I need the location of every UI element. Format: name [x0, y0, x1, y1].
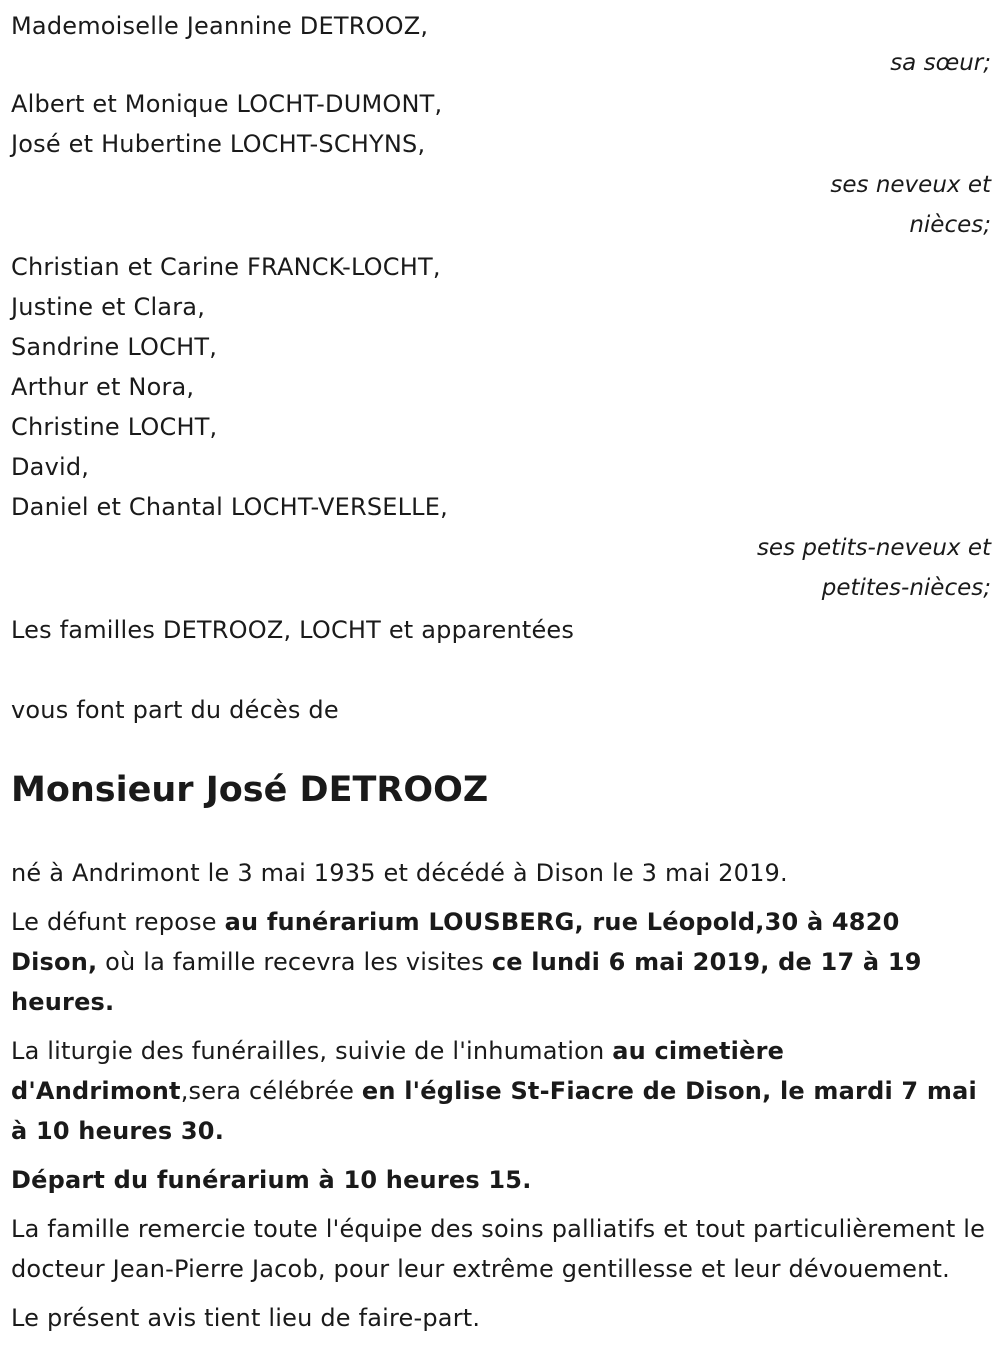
grand-nephews-role-line2: petites-nièces; — [821, 575, 991, 601]
rest-location: au funérarium LOUSBERG, rue Léopold,30 à 4820 Dison, — [11, 908, 900, 976]
departure-text: Départ du funérarium à 10 heures 15. — [11, 1166, 532, 1194]
nephew-name: José et Hubertine LOCHT-SCHYNS, — [11, 130, 426, 158]
nephews-role-line2: nièces; — [909, 212, 991, 238]
grand-nephew-name: Justine et Clara, — [11, 293, 206, 321]
birth-death-line: né à Andrimont le 3 mai 1935 et décédé à Dison le 3 mai 2019. — [11, 859, 788, 887]
grand-nephews-role-line1: ses petits-neveux et — [756, 535, 991, 561]
closing-line: Le présent avis tient lieu de faire-part. — [11, 1304, 481, 1332]
families-line: Les familles DETROOZ, LOCHT et apparentées — [11, 616, 575, 644]
rest-text-1: Le défunt repose — [11, 908, 225, 936]
nephew-name: Albert et Monique LOCHT-DUMONT, — [11, 90, 443, 118]
obituary-notice — [11, 0, 991, 1347]
sister-role: sa sœur; — [890, 50, 991, 76]
grand-nephew-name: Sandrine LOCHT, — [11, 333, 218, 361]
sister-name: Mademoiselle Jeannine DETROOZ, — [11, 12, 429, 40]
departure-line — [11, 1160, 991, 1200]
rest-text-2: où la famille recevra les visites — [97, 948, 492, 976]
nephews-role-line1: ses neveux et — [830, 172, 991, 198]
grand-nephew-name: Arthur et Nora, — [11, 373, 195, 401]
liturgy-church-time: en l'église St-Fiacre de Dison, le mardi 7 mai à 10 heures 30. — [11, 1077, 977, 1145]
grand-nephew-name: Christine LOCHT, — [11, 413, 218, 441]
rest-paragraph — [11, 902, 991, 1022]
rest-visiting-hours: ce lundi 6 mai 2019, de 17 à 19 heures. — [11, 948, 922, 1016]
thanks-paragraph: La famille remercie toute l'équipe des soins palliatifs et tout particulièrement le docteur Jean-Pierre Jacob, pour leur extrême gentillesse et leur dévouement. — [11, 1215, 986, 1283]
liturgy-text-1: La liturgie des funérailles, suivie de l'inhumation — [11, 1037, 613, 1065]
grand-nephew-name: Christian et Carine FRANCK-LOCHT, — [11, 253, 441, 281]
liturgy-text-2: ,sera célébrée — [180, 1077, 362, 1105]
grand-nephew-name: Daniel et Chantal LOCHT-VERSELLE, — [11, 493, 448, 521]
liturgy-paragraph — [11, 1031, 991, 1151]
grand-nephew-name: David, — [11, 453, 90, 481]
announcement-line: vous font part du décès de — [11, 696, 339, 724]
deceased-name: Monsieur José DETROOZ — [11, 770, 489, 810]
liturgy-cemetery: au cimetière d'Andrimont — [11, 1037, 785, 1105]
